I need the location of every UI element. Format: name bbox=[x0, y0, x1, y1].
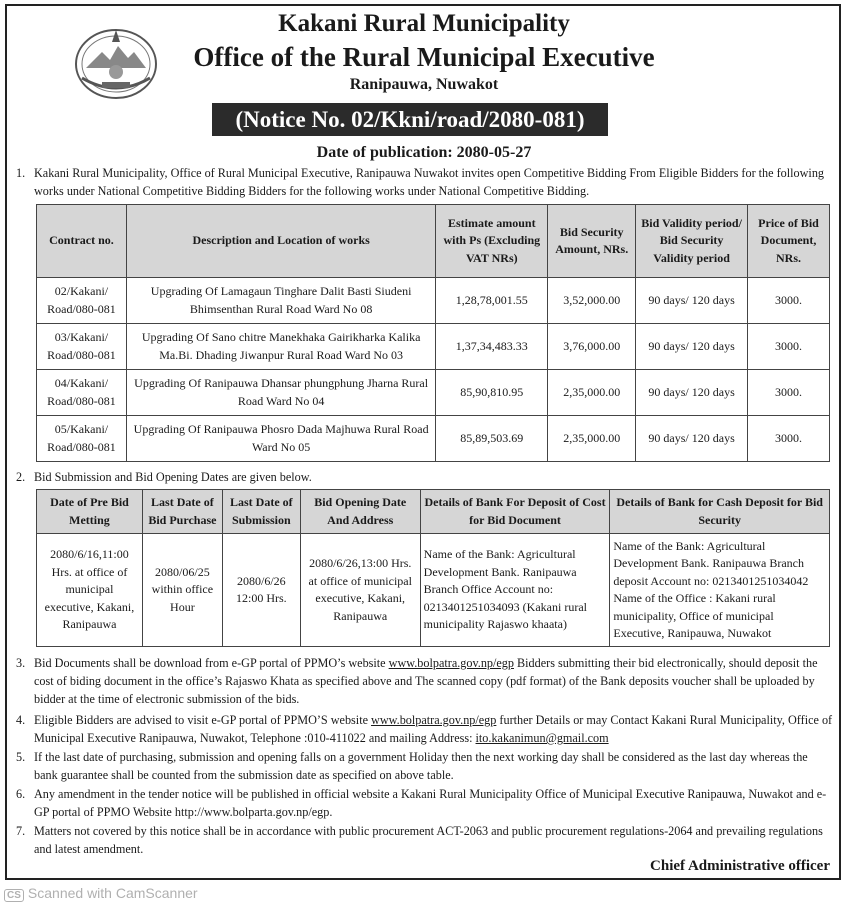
notice-item-5: 5. If the last date of purchasing, submission and opening falls on a government Holiday then the next working day shall be considered as the last day whereas the bank guarantee shall be counted from the submission date as specified on above table. bbox=[16, 750, 808, 782]
table-row: 02/Kakani/ Road/080-081 Upgrading Of Lamagaun Tinghare Dalit Basti Siudeni Bhimsenthan Rural Road Ward No 08 1,28,78,001.55 3,52,000.00 90 days/ 120 days 3000. bbox=[37, 278, 830, 324]
municipality-name: Kakani Rural Municipality bbox=[278, 10, 570, 37]
table-row: 04/Kakani/ Road/080-081 Upgrading Of Ranipauwa Dhansar phungphung Jharna Rural Road Ward No 04 85,90,810.95 2,35,000.00 90 days/ 120 days 3000. bbox=[37, 370, 830, 416]
table-row: 05/Kakani/ Road/080-081 Upgrading Of Ranipauwa Phosro Dada Majhuwa Rural Road Ward No 05 85,89,503.69 2,35,000.00 90 days/ 120 days 3000. bbox=[37, 416, 830, 462]
header-bid-security: Bid Security Amount, NRs. bbox=[548, 205, 636, 278]
header-price: Price of Bid Document, NRs. bbox=[748, 205, 830, 278]
notice-item-7: 7. Matters not covered by this notice shall be in accordance with public procurement ACT-2063 and public procurement regulations-2064 and prevailing regulations and latest amendment. bbox=[16, 824, 823, 856]
table-row: 03/Kakani/ Road/080-081 Upgrading Of Sano chitre Manekhaka Gairikharka Kalika Ma.Bi. Dhading Jiwanpur Rural Road Ward No 03 1,37,34,483.33 3,76,000.00 90 days/ 120 days 3000. bbox=[37, 324, 830, 370]
camscanner-logo-icon: CS bbox=[4, 889, 24, 902]
header-contract-no: Contract no. bbox=[37, 205, 127, 278]
notice-number-banner: (Notice No. 02/Kkni/road/2080-081) bbox=[212, 103, 608, 136]
header-estimate: Estimate amount with Ps (Excluding VAT NRs) bbox=[436, 205, 548, 278]
publication-date: Date of publication: 2080-05-27 bbox=[316, 144, 532, 161]
bolpatra-link[interactable]: www.bolpatra.gov.np/egp bbox=[371, 713, 497, 727]
notice-item-2: 2. Bid Submission and Bid Opening Dates are given below. bbox=[16, 470, 312, 484]
notice-item-1: 1. Kakani Rural Municipality, Office of Rural Municipal Executive, Ranipauwa Nuwakot invites open Competitive Bidding From Eligible Bidders for the following works under National Competitive Bidding Bidders for the following works under National Competitive Bidding. bbox=[16, 166, 825, 198]
notice-item-6: 6. Any amendment in the tender notice will be published in official website a Kakani Rural Municipality Office of Municipal Executive Ranipauwa, Nuwakot and e-GP portal of PPMO Website http://www.bolparta.gov.np/egp. bbox=[16, 787, 827, 819]
notice-item-4: 4. Eligible Bidders are advised to visit e-GP portal of PPMO’S website www.bolpatra.gov.np/egp further Details or may Contact Kakani Rural Municipality, Office of Municipal Executive Ranipauwa, Nuwakot, Telephone :010-411022 and mailing Address: ito.kakanimun@gmail.com bbox=[16, 713, 833, 745]
works-table-header bbox=[37, 205, 830, 278]
signature-title: Chief Administrative officer bbox=[650, 858, 830, 874]
notice-item-3: 3. Bid Documents shall be download from e-GP portal of PPMO’s website www.bolpatra.gov.np/egp Bidders submitting their bid electronically, should deposit the cost of biding document in the office’s Rajaswo Khata as specified above and The scanned copy (pdf format) of the Bank deposits voucher shall be uploaded by bidder at the time of electronic submission of the bids. bbox=[16, 656, 818, 706]
camscanner-watermark: CS Scanned with CamScanner bbox=[4, 885, 198, 902]
header-description: Description and Location of works bbox=[126, 205, 435, 278]
bid-dates-table-header: Date of Pre Bid Metting Last Date of Bid Purchase Last Date of Submission Bid Opening Date And Address Details of Bank For Deposit of Cost for Bid Document Details of Bank for Cash Deposit for Bid Security bbox=[37, 490, 830, 534]
email-link[interactable]: ito.kakanimun@gmail.com bbox=[475, 731, 609, 745]
bolpatra-link[interactable]: www.bolpatra.gov.np/egp bbox=[388, 656, 514, 670]
office-location: Ranipauwa, Nuwakot bbox=[349, 76, 499, 93]
table-row: 2080/6/16,11:00 Hrs. at office of municipal executive, Kakani, Ranipauwa 2080/06/25 within office Hour 2080/6/26 12:00 Hrs. 2080/6/26,13:00 Hrs. at office of municipal executive, Kakani, Ranipauwa Name of the Bank: Agricultural Development Bank. Ranipauwa Branch Office Account no: 0213401251034093 (Kakani rural municipality Rajaswo khaata) Name of the Bank: Agricultural Development Bank. Ranipauwa Branch deposit Account no: 0213401251034042 Name of the Office : Kakani rural municipality, Office of municipal Executive, Ranipauwa, Nuwakot bbox=[37, 534, 830, 647]
bid-dates-table bbox=[36, 489, 830, 647]
office-name: Office of the Rural Municipal Executive bbox=[193, 42, 655, 72]
header-validity: Bid Validity period/ Bid Security Validity period bbox=[636, 205, 748, 278]
works-table bbox=[36, 204, 830, 462]
